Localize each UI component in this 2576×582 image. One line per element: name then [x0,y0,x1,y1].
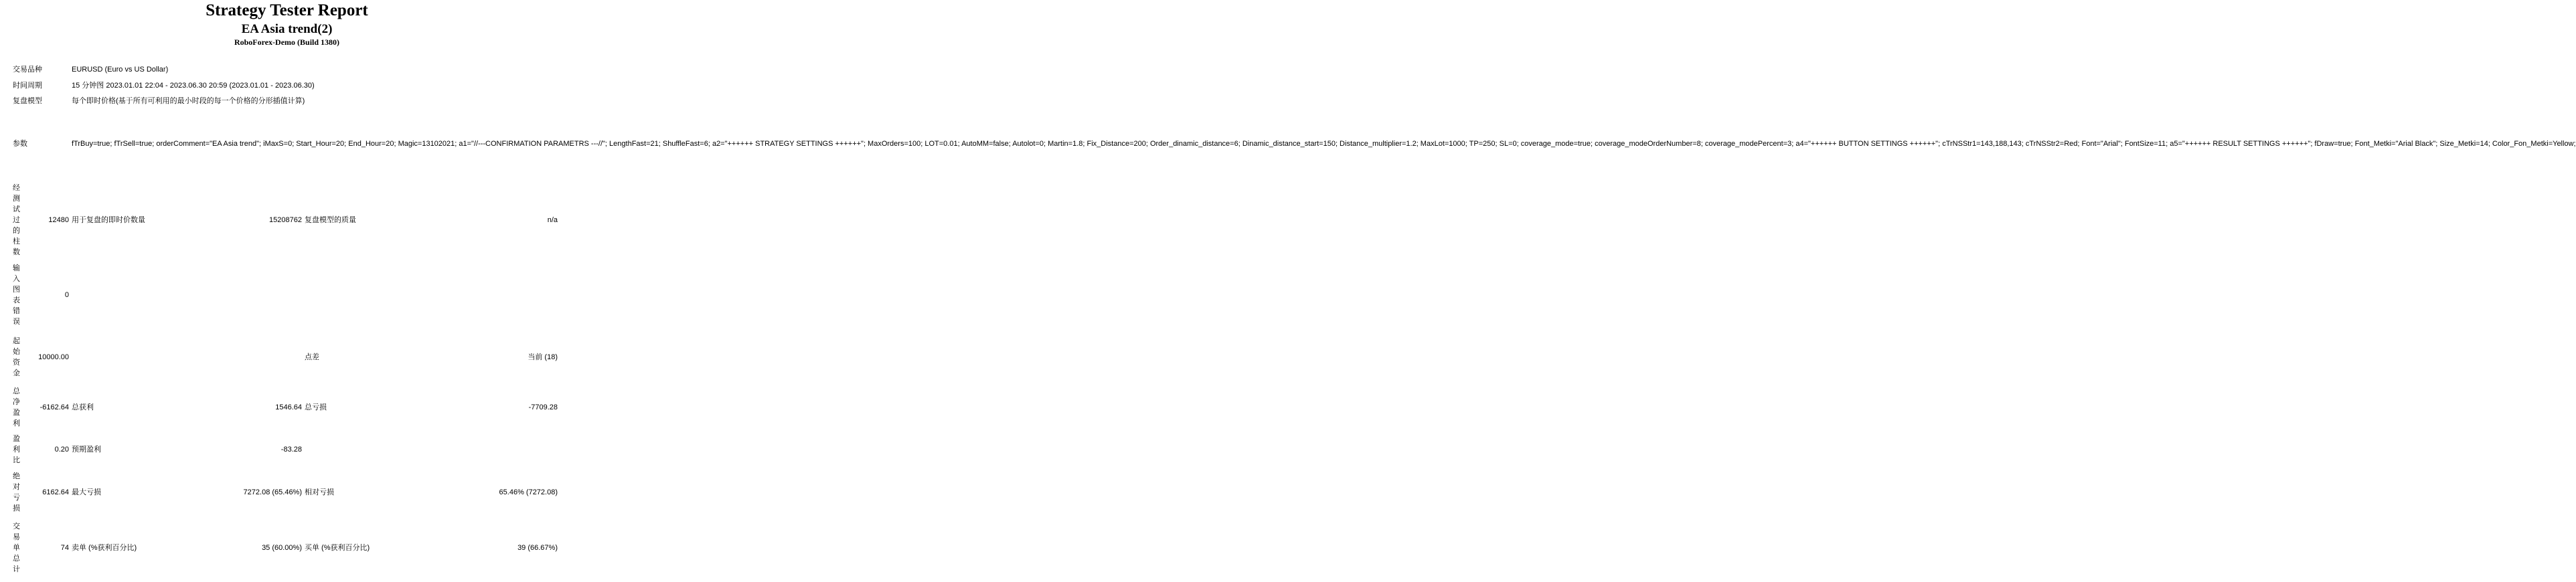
period-value: 15 分钟图 2023.01.01 22:04 - 2023.06.30 20:59 (2023.01.01 - 2023.06.30) [72,82,315,90]
symbol-value: EURUSD (Euro vs US Dollar) [72,66,169,74]
row-period [11,78,559,94]
expected-payoff-value: -83.28 [280,445,302,454]
gross-profit-label: 总获利 [72,403,94,411]
ticks-label: 用于复盘的即时价数量 [72,215,145,224]
spread-label: 点差 [305,353,319,361]
max-drawdown-label: 最大亏损 [72,488,101,496]
profit-factor-value: 0.20 [54,445,69,454]
row-bars [11,179,559,262]
short-positions-label: 卖单 (%获利百分比) [72,543,137,552]
errors-label: 输入图表错误 [13,264,20,326]
abs-drawdown-value: 6162.64 [42,488,69,496]
report-title: Strategy Tester Report [206,1,368,19]
model-value: 每个即时价格(基于所有可利用的最小时段的每一个价格的分形插值计算) [72,97,305,105]
row-drawdown [11,470,559,514]
long-positions-label: 买单 (%获利百分比) [305,543,370,552]
row-symbol [11,62,559,78]
row-params [11,109,559,179]
model-label: 复盘模型 [13,97,42,105]
quality-label: 复盘模型的质量 [305,215,356,224]
expert-name: EA Asia trend(2) [241,22,333,36]
total-trades-value: 74 [60,543,69,552]
gross-loss-value: -7709.28 [528,403,558,411]
abs-drawdown-label: 绝对亏损 [13,472,20,512]
quality-value: n/a [547,215,558,224]
deposit-label: 起始资金 [13,337,20,377]
row-deposit [11,328,559,386]
bars-value: 12480 [48,215,69,224]
symbol-label: 交易品种 [13,66,42,74]
gross-profit-value: 1546.64 [275,403,302,411]
expected-payoff-label: 预期盈利 [72,445,101,454]
broker-build: RoboForex-Demo (Build 1380) [234,37,340,47]
row-model [11,94,559,109]
net-profit-label: 总净盈利 [13,387,20,427]
row-net-profit [11,386,559,429]
errors-value: 0 [64,290,69,299]
short-positions-value: 35 (60.00%) [262,543,302,552]
deposit-value: 10000.00 [38,353,69,361]
long-positions-value: 39 (66.67%) [517,543,558,552]
bars-label: 经测试过的柱数 [13,184,20,256]
period-label: 时间周期 [13,82,42,90]
profit-factor-label: 盈利比 [13,435,20,464]
rel-drawdown-value: 65.46% (7272.08) [499,488,558,496]
spread-value: 当前 (18) [528,353,558,361]
report-table [11,62,2576,581]
max-drawdown-value: 7272.08 (65.46%) [243,488,302,496]
gross-loss-label: 总亏损 [305,403,327,411]
row-errors [11,262,559,328]
params-label: 参数 [13,139,27,148]
params-value: fTrBuy=true; fTrSell=true; orderComment="EA Asia trend"; iMaxS=0; Start_Hour=20; End_Hour=20; Magic=13102021; a1="//---CONFIRMATION PARAMETRS ---//"; LengthFast=21; ShuffleFast=6; a2="++++++ STRATEGY SETTINGS ++++++"; MaxOrders=100; LOT=0.01; AutoMM=false; Autolot=0; Martin=1.8; Fix_Distance=200; Order_dinamic_distance=6; Dinamic_distance_start=150; Distance_multiplier=1.2; MaxLot=1000; TP=250; SL=0; coverage_mode=true; coverage_modeOrderNumber=8; coverage_modePercent=3; a4="++++++ BUTTON SETTINGS ++++++"; cTrNSStr1=143,188,143; cTrNSStr2=Red; Font="Arial"; FontSize=11; a5="++++++ RESULT SETTINGS ++++++"; fDraw=true; Font_Metki="Arial Black"; Size_Metki=14; Color_Fon_Metki=Yellow; [72,139,2576,148]
total-trades-label: 交易单总计 [13,522,20,573]
row-trades [11,514,559,581]
net-profit-value: -6162.64 [39,403,69,411]
row-profit-factor [11,429,559,470]
rel-drawdown-label: 相对亏损 [305,488,334,496]
ticks-value: 15208762 [269,215,302,224]
